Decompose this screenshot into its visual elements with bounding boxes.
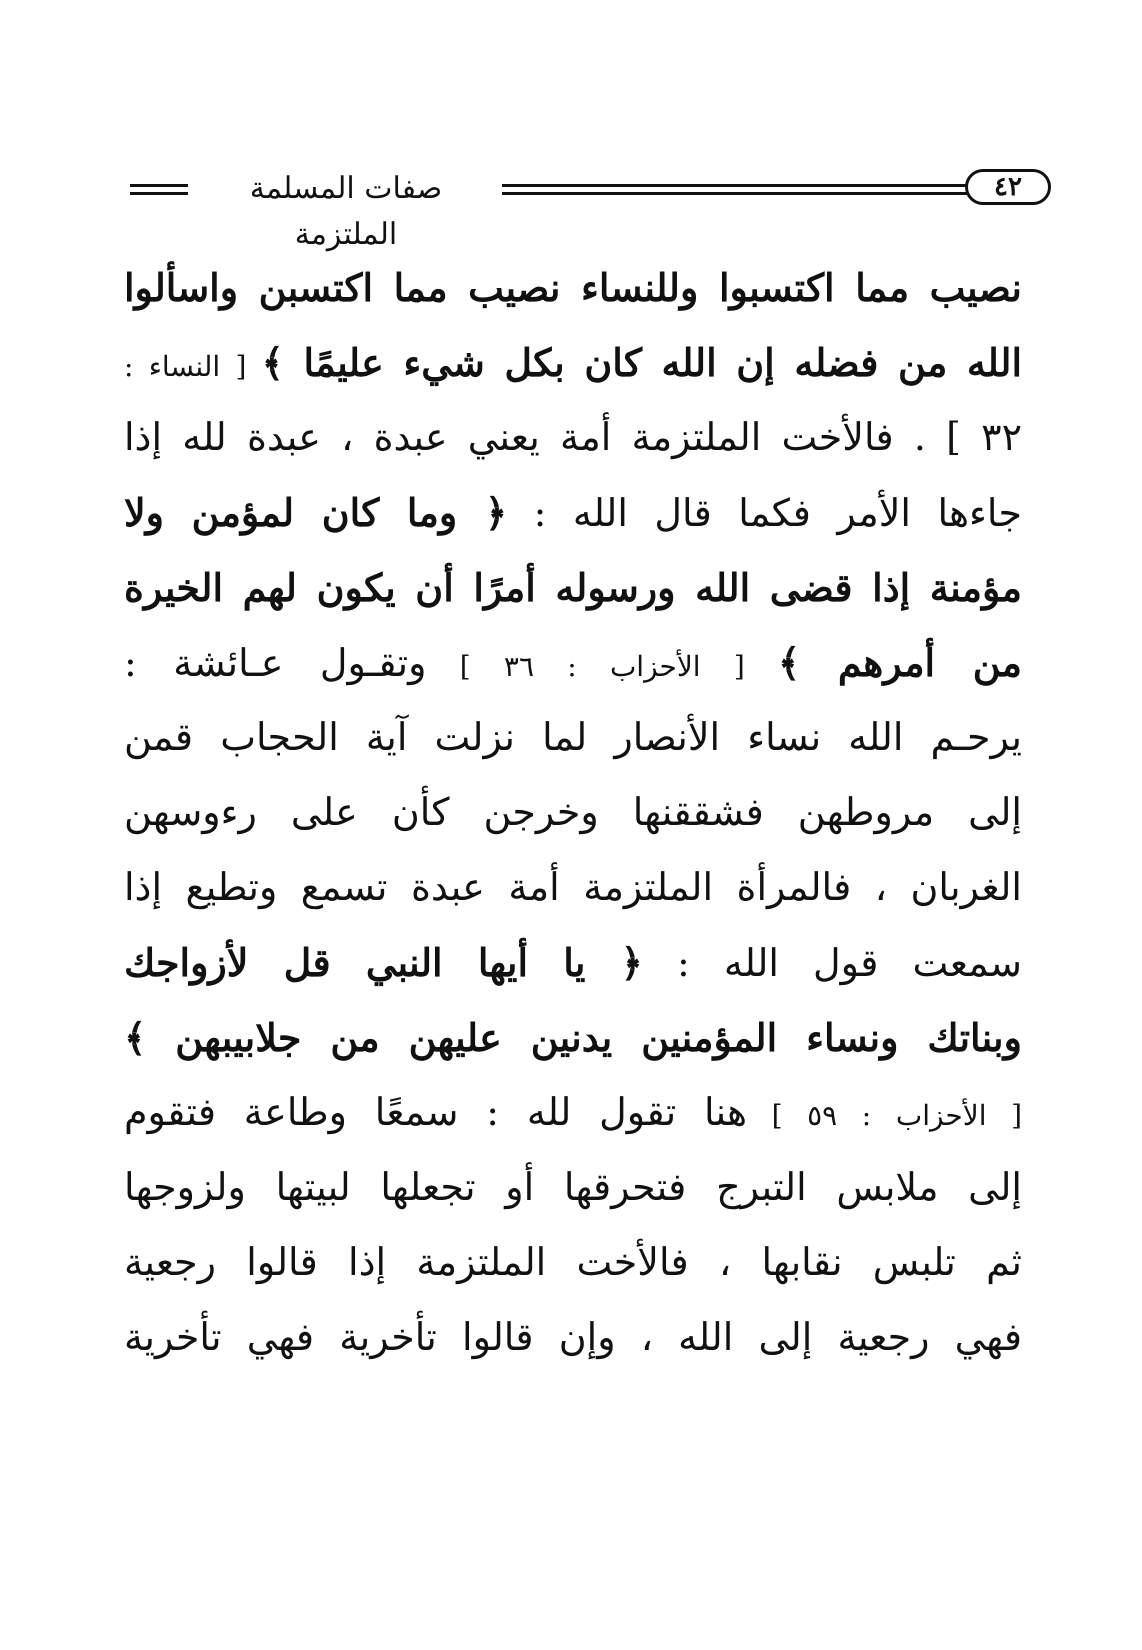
quran-verse-text: ﴿ يا أيها النبي قل لأزواجك xyxy=(124,940,643,985)
line-text: جاءها الأمر فكما قال الله : xyxy=(507,491,1022,535)
page-header xyxy=(130,166,1028,252)
line-text: ٣٢ ] . فالأخت الملتزمة أمة يعني عبدة ، عبدة لله إذا xyxy=(124,415,1022,459)
text-line xyxy=(124,550,1022,625)
line-text: ثم تلبس نقابها ، فالأخت الملتزمة إذا قالوا رجعية xyxy=(124,1240,1022,1284)
text-line xyxy=(124,400,1022,475)
line-text: سمعت قول الله : xyxy=(642,941,1022,985)
verse-reference: [ الأحزاب : ٥٩ ] xyxy=(747,1099,1022,1132)
line-text: إلى مروطهن فشققنها وخرجن كأن على رءوسهن xyxy=(124,790,1022,834)
quran-verse-text: وبناتك ونساء المؤمنين يدنين عليهن من جلابيبهن ﴾ xyxy=(124,1015,1022,1060)
text-line xyxy=(124,850,1022,925)
running-title: صفات المسلمة الملتزمة xyxy=(249,171,443,252)
text-line xyxy=(124,1300,1022,1375)
text-line xyxy=(124,625,1022,700)
quran-verse-text: نصيب مما اكتسبوا وللنساء نصيب مما اكتسبن واسألوا xyxy=(124,265,1022,310)
text-line xyxy=(124,775,1022,850)
quran-verse-text: ﴿ وما كان لمؤمن ولا xyxy=(124,490,508,535)
text-line xyxy=(124,325,1022,400)
line-text: الغربان ، فالمرأة الملتزمة أمة عبدة تسمع وتطيع إذا xyxy=(124,865,1022,909)
line-text: إلى ملابس التبرج فتحرقها أو تجعلها لبيتها ولزوجها xyxy=(124,1165,1022,1209)
quran-verse-text: مؤمنة إذا قضى الله ورسوله أمرًا أن يكون لهم الخيرة xyxy=(124,565,1022,610)
quran-verse-text: من أمرهم ﴾ xyxy=(778,640,1022,685)
body-text xyxy=(124,250,1022,1375)
page-number-badge: ٤٢ xyxy=(965,169,1051,205)
quran-verse-text: الله من فضله إن الله كان بكل شيء عليمًا ﴾ xyxy=(261,340,1022,385)
text-line xyxy=(124,475,1022,550)
text-line xyxy=(124,700,1022,775)
text-line xyxy=(124,1225,1022,1300)
text-line xyxy=(124,250,1022,325)
text-line xyxy=(124,925,1022,1000)
text-line xyxy=(124,1075,1022,1150)
header-rule-middle xyxy=(502,184,970,195)
verse-reference: [ الأحزاب : ٣٦ ] xyxy=(426,650,779,683)
text-line xyxy=(124,1150,1022,1225)
verse-reference: [ النساء : xyxy=(124,350,262,383)
text-line xyxy=(124,1000,1022,1075)
line-text: فهي رجعية إلى الله ، وإن قالوا تأخرية فهي تأخرية xyxy=(124,1315,1022,1359)
header-rule-left xyxy=(130,184,188,195)
line-text: هنا تقول لله : سمعًا وطاعة فتقوم xyxy=(124,1090,748,1134)
line-text: يرحـم الله نساء الأنصار لما نزلت آية الحجاب قمن xyxy=(124,715,1022,759)
line-text: وتقـول عـائشة : xyxy=(124,641,427,685)
